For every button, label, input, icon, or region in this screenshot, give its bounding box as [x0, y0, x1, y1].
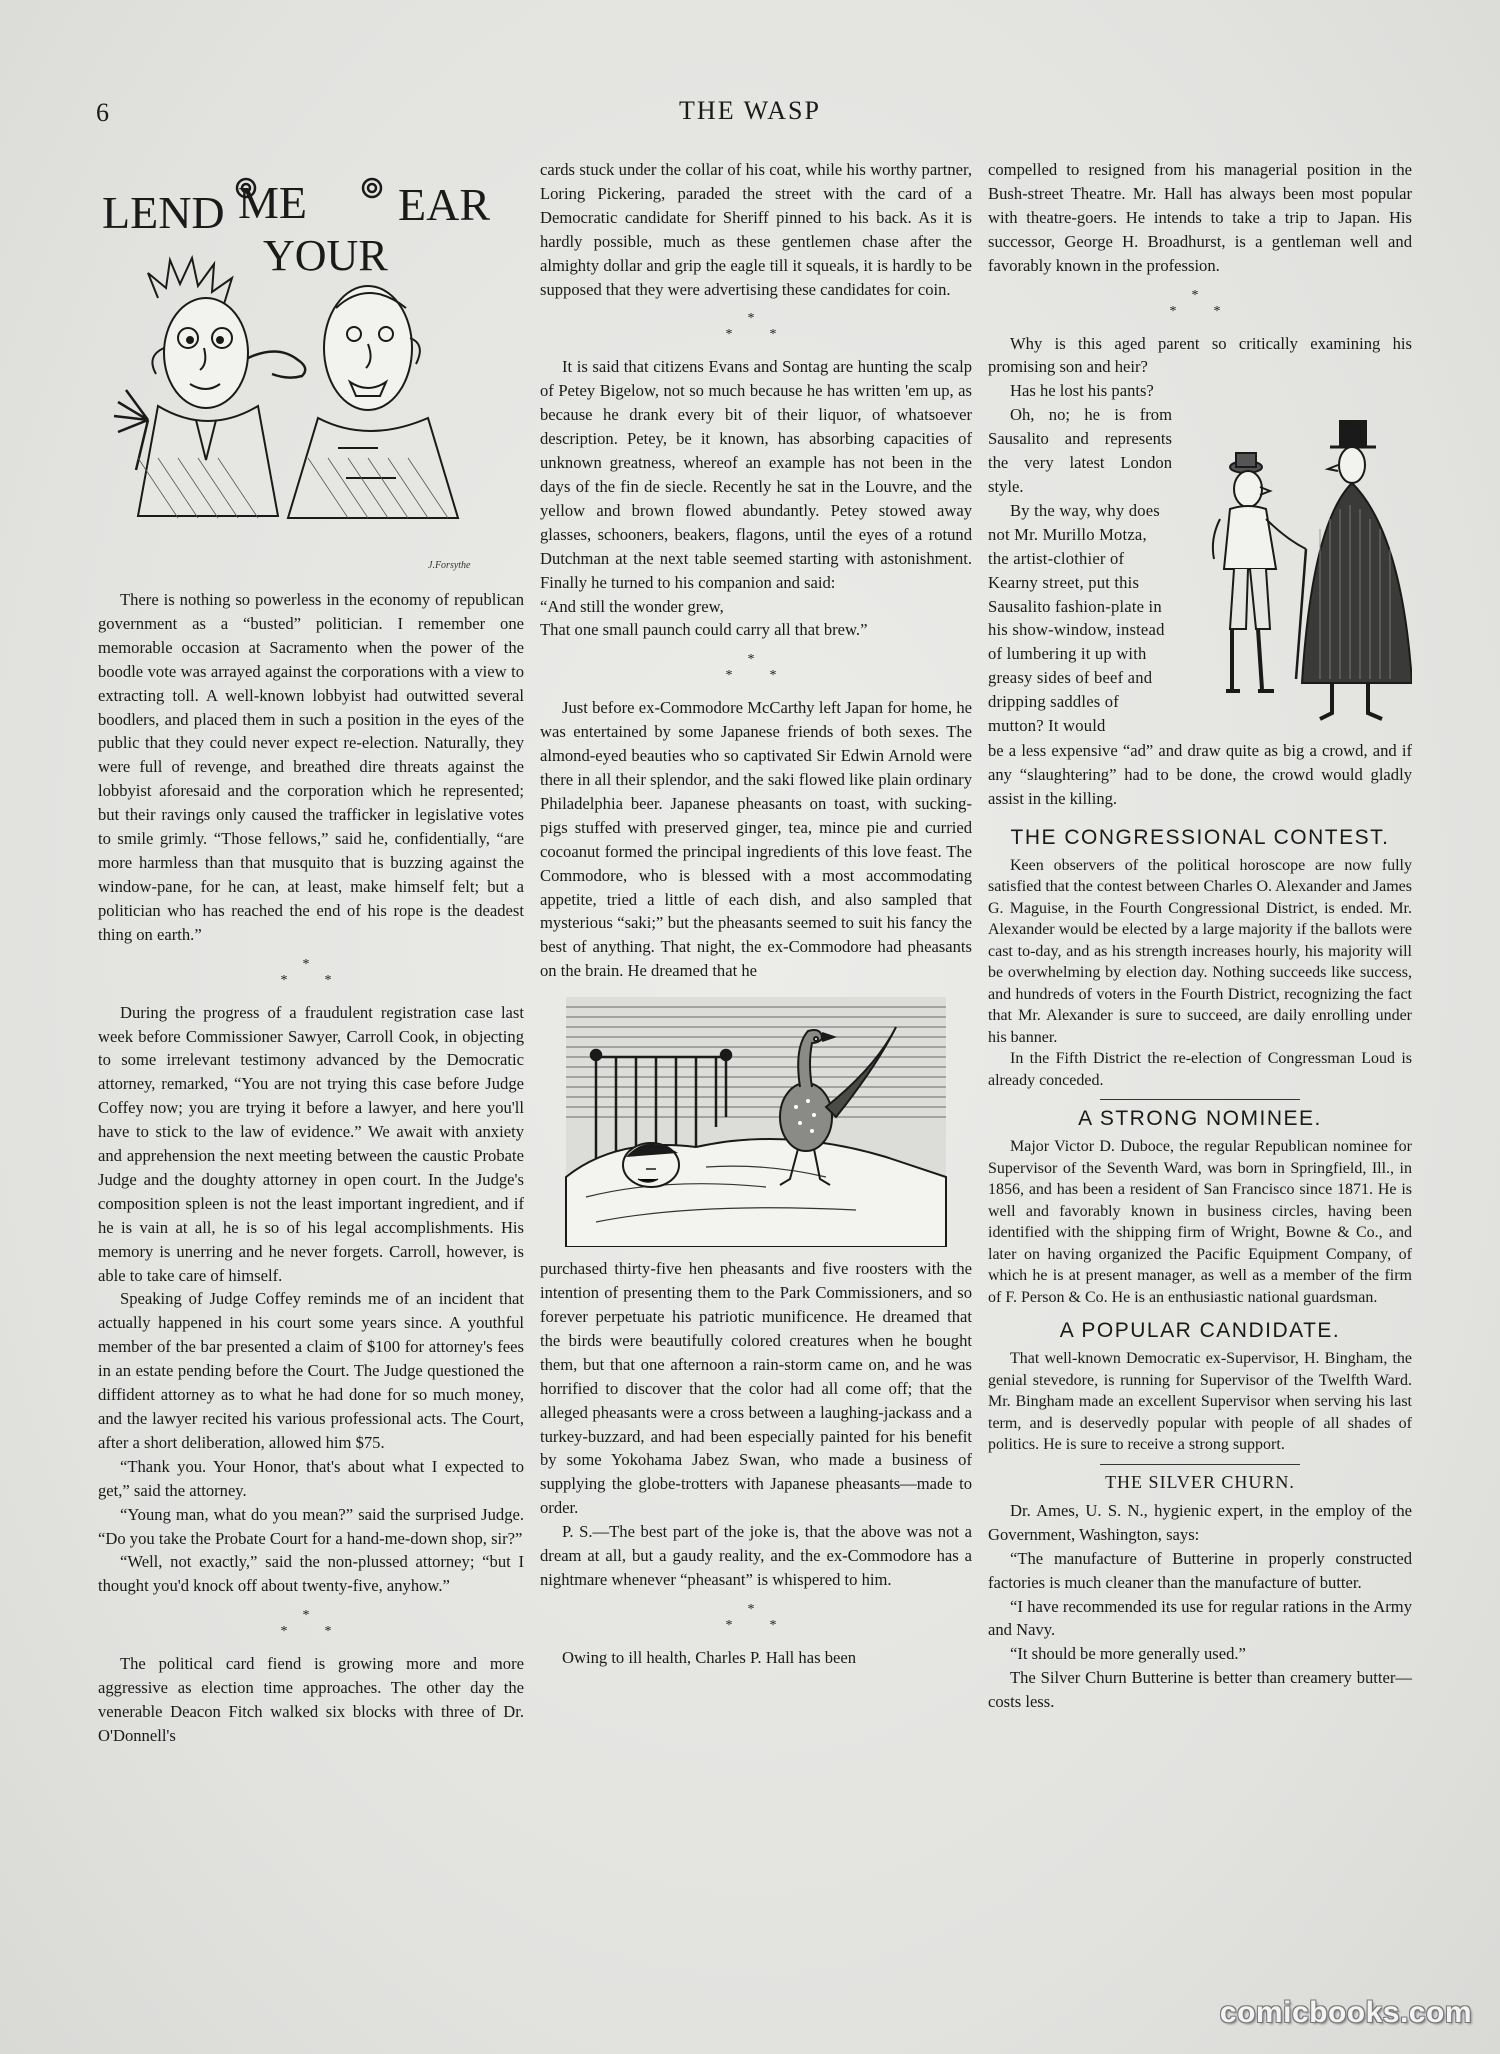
- father-and-son-illustration: [1180, 409, 1412, 739]
- section-separator: * * *: [280, 1608, 342, 1640]
- col1-para-6: “Well, not exactly,” said the non-plussed attorney; “but I thought you'd knock off about twenty-five, anyhow.”: [98, 1552, 524, 1596]
- column-1: [98, 158, 524, 1748]
- title-art-image: [98, 158, 524, 578]
- silver-churn-para-4: “It should be more generally used.”: [1010, 1644, 1246, 1664]
- section-separator: * * *: [725, 652, 787, 684]
- watermark-logo: comicbooks.com: [1219, 1996, 1472, 2029]
- col2-para-6: Owing to ill health, Charles P. Hall has been: [562, 1647, 857, 1667]
- svg-text:J.Forsythe: J.Forsythe: [428, 560, 471, 571]
- congressional-contest-heading: THE CONGRESSIONAL CONTEST.: [1010, 825, 1390, 849]
- column-2: [540, 158, 972, 1670]
- strong-nominee-text: Major Victor D. Duboce, the regular Republican nominee for Supervisor of the Seventh Ward, was born in Springfield, Ill., in 1856, and has been a resident of San Francisco since 1871. He is well and favorably known in business circles, having been identified with the shipping firm of Wright, Bowne & Co., and later on having organized the Pacific Equipment Company, of which he is at present manager, as well as a member of the firm of F. Person & Co. He is an enthusiastic national guardsman.: [988, 1138, 1412, 1306]
- silver-churn-para-3: “I have recommended its use for regular rations in the Army and Navy.: [988, 1596, 1412, 1640]
- col1-para-2: During the progress of a fraudulent registration case last week before Commissioner Sawyer, Carroll Cook, in objecting to some irrelevant testimony advanced by the Democratic attorney, remarked, “You are not trying this case before Judge Coffey now; you are trying it before a lawyer, and here you'll have to stick to the law of evidence.” We await with anxiety and apprehension the next meeting between the caustic Probate Judge and the doughty attorney in open court. In the Judge's composition spleen is not the least important ingredient, and if he is vain at all, he is so of his legal accomplishments. His memory is unerring and he never forgets. Carroll, however, is able to take care of himself.: [98, 1002, 524, 1285]
- svg-text:ME: ME: [238, 177, 307, 228]
- col2-para-4: purchased thirty-five hen pheasants and five roosters with the intention of presenting them to the Park Commissioners, and so forever perpetuate his patriotic munificence. He dreamed that the birds were beautifully colored creatures when he bought them, but that one afternoon a rain-storm came on, and he was horrified to discover that the color had all come off; that the alleged pheasants were a cross between a laughing-jackass and a turkey-buzzard, and had been especially painted for his benefit by some Yokohama Jabez Swan, who made a business of supplying the globe-trotters with Japanese pheasants—made to order.: [540, 1259, 972, 1518]
- col3-para-2: Why is this aged parent so critically examining his promising son and heir?: [988, 333, 1412, 377]
- section-separator: * * *: [725, 1601, 787, 1633]
- section-separator: * * *: [1169, 287, 1231, 319]
- silver-churn-para-1: Dr. Ames, U. S. N., hygienic expert, in the employ of the Government, Washington, says:: [988, 1500, 1412, 1544]
- silver-churn-para-5: The Silver Churn Butterine is better than creamery butter—costs less.: [988, 1668, 1412, 1712]
- col1-para-3: Speaking of Judge Coffey reminds me of an incident that actually happened in his court some years since. A youthful member of the bar presented a claim of $100 for attorney's fees in an estate pending before the Court. The Judge questioned the diffident attorney as to what he had done for so much money, and the lawyer recited his various professional acts. The Court, after a short deliberation, allowed him $75.: [98, 1289, 524, 1452]
- silver-churn-para-2: “The manufacture of Butterine in properly constructed factories is much cleaner than the manufacture of butter.: [988, 1548, 1412, 1592]
- sausalito-figure-block: [988, 403, 1412, 739]
- section-separator: * * *: [725, 311, 787, 343]
- col2-para-1: cards stuck under the collar of his coat, while his worthy partner, Loring Pickering, paraded the street with the card of a Democratic candidate for Sheriff pinned to his back. As it is hardly possible, much as these gentlemen chase after the almighty dollar and grip the eagle till it squeals, it is hardly to be supposed that they were advertising these candidates for coin.: [540, 160, 972, 299]
- col3-para-4: Oh, no; he is from Sausalito and represents the very latest London style.: [988, 405, 1172, 496]
- col2-para-2: It is said that citizens Evans and Sontag are hunting the scalp of Petey Bigelow, not so much because he has written 'em up, as because he drank every bit of their liquor, of whatsoever description. Petey, be it known, has absorbing capacities of unknown greatness, whereof an example has not been in the days of the fin de siecle. Recently he sat in the Louvre, and the yellow and brown flowed abundantly. Petey stowed away glasses, schooners, beakers, flagons, until the eyes of a rotund Dutchman at the next table seemed starting with astonishment. Finally he turned to his companion and said:: [540, 357, 972, 592]
- congressional-contest-text: Keen observers of the political horoscope are now fully satisfied that the contest between Charles O. Alexander and James G. Maguise, in the Fourth Congressional District, is ended. Mr. Alexander would be elected by a large majority if the ballots were cast to-day, and as his strength increases hourly, his majority will be overwhelming by election day. Nothing succeeds like success, and hundreds of voters in the Fourth District, recognizing the fact that Mr. Alexander is sure to succeed, are daily enrolling under his banner.: [988, 856, 1412, 1046]
- running-title: THE WASP: [679, 96, 821, 125]
- congressional-contest-text-2: In the Fifth District the re-election of Congressman Loud is already conceded.: [988, 1050, 1412, 1089]
- col3-para-3: Has he lost his pants?: [1010, 381, 1154, 401]
- title-art-lend: LEND: [102, 187, 225, 238]
- col1-para-5: “Young man, what do you mean?” said the surprised Judge. “Do you take the Probate Court for a hand-me-down shop, sir?”: [98, 1504, 524, 1548]
- strong-nominee-heading: A STRONG NOMINEE.: [1078, 1107, 1322, 1131]
- col1-para-7: The political card fiend is growing more and more aggressive as election time approaches. The other day the venerable Deacon Fitch walked six blocks with three of Dr. O'Donnell's: [98, 1654, 524, 1745]
- col2-para-3: Just before ex-Commodore McCarthy left Japan for home, he was entertained by some Japanese friends of both sexes. The almond-eyed beauties who so captivated Sir Edwin Arnold were there in all their splendor, and the saki flowed like plain ordinary Philadelphia beer. Japanese pheasants on toast, with sucking-pigs stuffed with preserved ginger, tea, mince pie and curried cocoanut formed the principal ingredients of this love feast. The Commodore, who is blessed with a most accommodating appetite, tried a little of each dish, and also sampled that mysterious “saki;” but the pheasants seemed to suit his fancy the best of anything. That night, the ex-Commodore had pheasants on the brain. He dreamed that he: [540, 698, 972, 981]
- col2-quote-line-1: “And still the wonder grew,: [540, 596, 724, 616]
- divider: [1100, 1099, 1300, 1100]
- column-3: [988, 158, 1412, 1714]
- popular-candidate-heading: A POPULAR CANDIDATE.: [1059, 1319, 1341, 1343]
- divider: [1100, 1464, 1300, 1465]
- page-number: 6: [96, 98, 109, 127]
- svg-text:YOUR: YOUR: [263, 231, 388, 280]
- col3-para-5: By the way, why does not Mr. Murillo Motza, the artist-clothier of Kearny street, put this Sausalito fashion-plate in his show-window, instead of lumbering it up with greasy sides of beef and dripping saddles of mutton? It would: [988, 500, 1165, 736]
- col1-para-4: “Thank you. Your Honor, that's about what I expected to get,” said the attorney.: [98, 1456, 524, 1500]
- pheasant-dream-illustration: [556, 997, 956, 1247]
- col1-para-1: There is nothing so powerless in the economy of republican government as a “busted” politician. I remember one memorable occasion at Sacramento when the power of the boodle vote was arrayed against the corporations with a view to extracting toll. A well-known lobbyist had outwitted several boodlers, and placed them in such a position in the eyes of the public that they could never expect re-election. Naturally, they were full of revenge, and breathed dire threats against the lobbyist aforesaid and the corporation which he represented; but their ravings only caused the trafficker in legislative votes to smile grimly. “Those fellows,” said he, confidentially, “are more harmless than that musquito that is buzzing against the window-pane, for he can, at least, make himself felt; but a politician who has reached the end of his rope is the deadest thing on earth.”: [98, 590, 524, 944]
- lend-me-your-ear-illustration: [98, 158, 524, 578]
- svg-text:EAR: EAR: [398, 179, 490, 230]
- col3-para-1: compelled to resigned from his managerial position in the Bush-street Theatre. Mr. Hall has always been most popular with theatre-goers. He intends to take a trip to Japan. His successor, George H. Broadhurst, is a gentleman well and favorably known in the profession.: [988, 160, 1412, 275]
- silver-churn-heading: THE SILVER CHURN.: [1105, 1471, 1295, 1492]
- section-separator: * * *: [280, 956, 342, 988]
- col2-quote-line-2: That one small paunch could carry all that brew.”: [540, 620, 868, 640]
- col3-para-6: be a less expensive “ad” and draw quite as big a crowd, and if any “slaughtering” had to be done, the crowd would gladly assist in the killing.: [988, 741, 1412, 809]
- col2-para-5: P. S.—The best part of the joke is, that the above was not a dream at all, but a gaudy reality, and the ex-Commodore has a nightmare whenever “pheasant” is whispered to him.: [540, 1522, 972, 1589]
- popular-candidate-text: That well-known Democratic ex-Supervisor, H. Bingham, the genial stevedore, is running for Supervisor of the Twelfth Ward. Mr. Bingham made an excellent Supervisor when serving his last term, and is deservedly popular with people of all shades of politics. He is sure to receive a strong support.: [988, 1350, 1412, 1454]
